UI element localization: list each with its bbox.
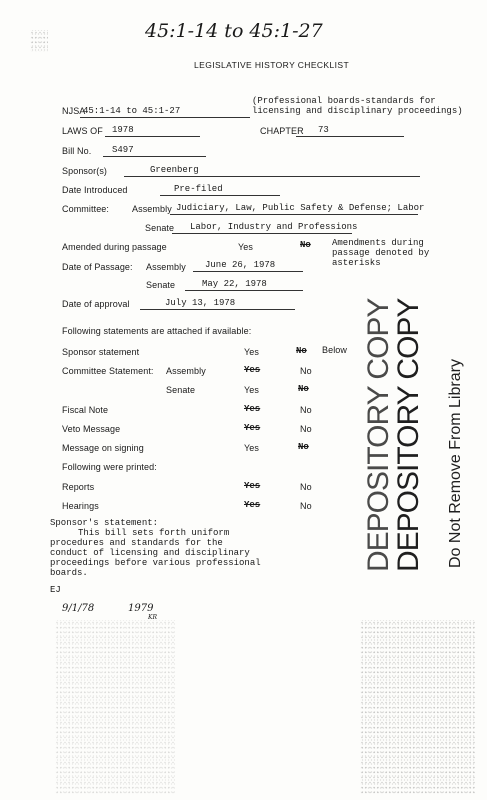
sponsor-statement-line2: procedures and standards for the [50, 538, 223, 548]
footer-date: 9/1/78 [62, 603, 95, 614]
scan-noise-top-left [30, 30, 48, 52]
sponsors-label: Sponsor(s) [62, 166, 108, 176]
handwritten-header: 45:1-14 to 45:1-27 [145, 20, 323, 42]
veto-message-no: No [300, 424, 312, 434]
reports-label: Reports [62, 482, 95, 492]
footer-initials: KR [148, 614, 157, 621]
amended-note-line2: passage denoted by [332, 248, 430, 258]
passage-assembly-underline [193, 271, 303, 272]
committee-statement-label: Committee Statement: [62, 366, 154, 376]
bill-no-underline [103, 156, 206, 157]
approval-underline [140, 309, 295, 310]
njsa-note-line1: (Professional boards-standards for [252, 96, 436, 106]
passage-assembly-value: June 26, 1978 [205, 260, 276, 270]
amended-yes: Yes [238, 242, 253, 252]
laws-of-label: LAWS OF [62, 126, 103, 136]
scan-noise-bottom-left [55, 620, 175, 795]
sponsor-statement-line1: This bill sets forth uniform [78, 528, 230, 538]
chapter-value: 73 [318, 125, 329, 135]
passage-assembly-label: Assembly [146, 262, 186, 272]
njsa-value: 45:1-14 to 45:1-27 [83, 106, 181, 116]
committee-statement-assembly-yes-struck: Yes [244, 365, 261, 375]
sponsors-value: Greenberg [150, 165, 199, 175]
fiscal-note-no: No [300, 405, 312, 415]
approval-label: Date of approval [62, 299, 130, 309]
committee-statement-senate-yes: Yes [244, 385, 259, 395]
date-introduced-value: Pre-filed [174, 184, 223, 194]
njsa-note-line2: licensing and disciplinary proceedings) [252, 106, 463, 116]
passage-senate-underline [185, 290, 303, 291]
scan-noise-bottom-right [360, 620, 475, 795]
date-introduced-underline [160, 195, 280, 196]
committee-assembly-value: Judiciary, Law, Public Safety & Defense; Labor [176, 203, 425, 213]
passage-senate-label: Senate [146, 280, 176, 290]
message-on-signing-no-struck: No [298, 442, 309, 452]
reports-no: No [300, 482, 312, 492]
sponsor-statement-below: Below [322, 345, 348, 355]
amended-note-line1: Amendments during [332, 238, 424, 248]
statements-header: Following statements are attached if available: [62, 326, 252, 336]
chapter-label: CHAPTER [260, 126, 304, 136]
laws-of-value: 1978 [112, 125, 134, 135]
committee-senate-value: Labor, Industry and Professions [190, 222, 358, 232]
committee-statement-assembly-no: No [300, 366, 312, 376]
committee-statement-senate-no-struck: No [298, 384, 309, 394]
printed-header: Following were printed: [62, 462, 157, 472]
sponsor-statement-line4: proceedings before various professional [50, 558, 261, 568]
sponsor-statement-heading: Sponsor's statement: [50, 518, 159, 528]
depository-stamp-main: DEPOSITORY COPY [392, 298, 425, 572]
depository-stamp-subtitle: Do Not Remove From Library [447, 359, 464, 568]
veto-message-label: Veto Message [62, 424, 121, 434]
committee-senate-label: Senate [145, 223, 175, 233]
sponsor-statement-no-struck: No [296, 346, 307, 356]
amended-note-line3: asterisks [332, 258, 381, 268]
reports-yes-struck: Yes [244, 481, 261, 491]
message-on-signing-label: Message on signing [62, 443, 144, 453]
passage-label: Date of Passage: [62, 262, 133, 272]
sponsor-statement-yes: Yes [244, 347, 259, 357]
sponsor-statement-line5: boards. [50, 568, 88, 578]
sponsor-statement-label: Sponsor statement [62, 347, 140, 357]
hearings-label: Hearings [62, 501, 99, 511]
passage-senate-value: May 22, 1978 [202, 279, 267, 289]
sponsor-statement-line3: conduct of licensing and disciplinary [50, 548, 250, 558]
fiscal-note-label: Fiscal Note [62, 405, 109, 415]
hearings-yes-struck: Yes [244, 500, 261, 510]
bill-no-value: S497 [112, 145, 134, 155]
committee-senate-underline [172, 233, 352, 234]
committee-assembly-label: Assembly [132, 204, 172, 214]
sponsors-underline [124, 176, 420, 177]
footer-year: 1979 [128, 603, 154, 614]
fiscal-note-yes-struck: Yes [244, 404, 261, 414]
amended-label: Amended during passage [62, 242, 167, 252]
laws-of-underline [105, 136, 200, 137]
njsa-underline [80, 117, 250, 118]
message-on-signing-yes: Yes [244, 443, 259, 453]
chapter-underline [296, 136, 404, 137]
depository-stamp-shadow: DEPOSITORY COPY [362, 298, 395, 572]
committee-label: Committee: [62, 204, 110, 214]
committee-statement-senate: Senate [166, 385, 196, 395]
committee-assembly-underline [170, 214, 418, 215]
approval-value: July 13, 1978 [165, 298, 236, 308]
page-title: LEGISLATIVE HISTORY CHECKLIST [194, 60, 350, 70]
committee-statement-assembly: Assembly [166, 366, 206, 376]
bill-no-label: Bill No. [62, 146, 92, 156]
njsa-label: NJSA [62, 106, 86, 116]
hearings-no: No [300, 501, 312, 511]
date-introduced-label: Date Introduced [62, 185, 128, 195]
clerk-initials: EJ [50, 585, 61, 595]
amended-no-struck: No [300, 240, 311, 250]
veto-message-yes-struck: Yes [244, 423, 261, 433]
